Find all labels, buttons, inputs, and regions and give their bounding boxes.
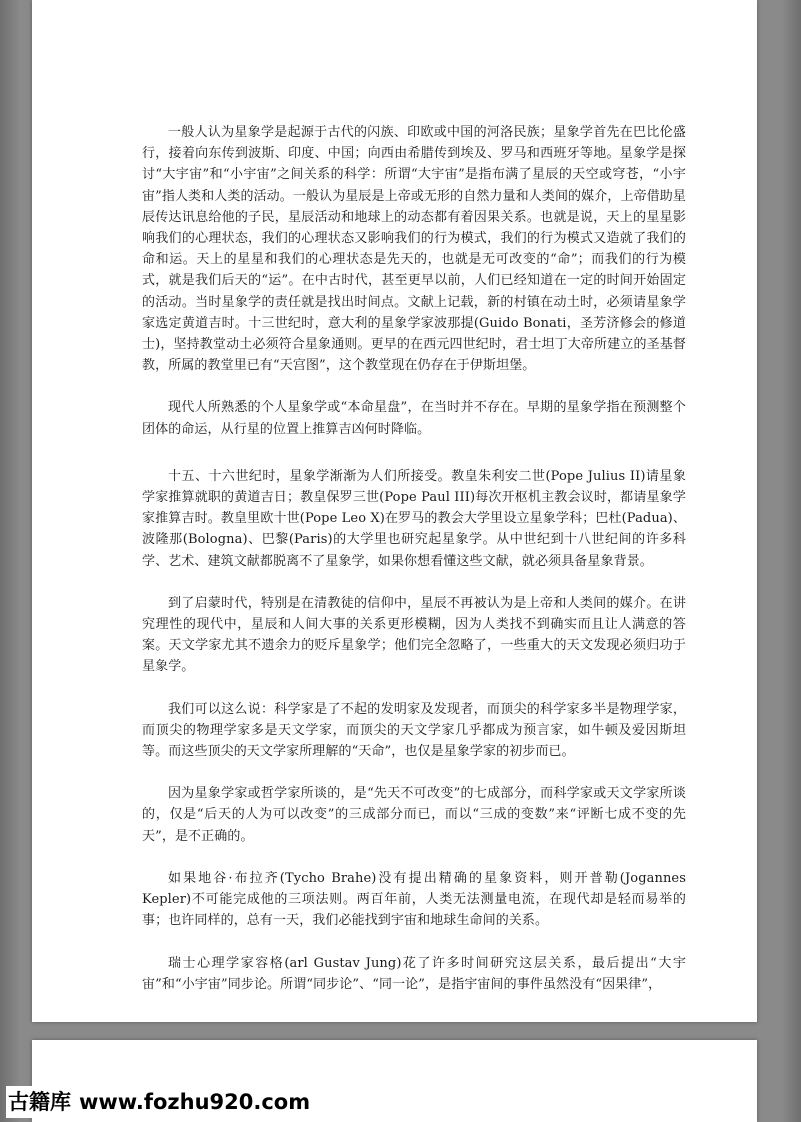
paragraph-tycho-brahe: 如果地谷·布拉齐(Tycho Brahe)没有提出精确的星象资料，则开普勒(Jogannes Kepler)不可能完成他的三项法则。两百年前，人类无法测量电流，在现代却是轻而易举的事；也许同样的，总有一天，我们必能找到宇宙和地球生命间的关系。 [142,870,686,929]
paragraph-popes: 十五、十六世纪时，星象学渐渐为人们所接受。教皇朱利安二世(Pope Julius II)请星象学家推算就职的黄道吉日；教皇保罗三世(Pope Paul III)每次开枢机主教会议时，都请星象学家推算吉时。教皇里欧十世(Pope Leo X)在罗马的教会大学里设立星象学科；巴杜(Padua)、波隆那(Bologna)、巴黎(Paris)的大学里也研究起星象学。从中世纪到十八世纪间的许多科学、艺术、建筑文献都脱离不了星象学，如果你想看懂这些文献，就必须具备星象背景。 [142,468,686,569]
paragraph-jung: 瑞士心理学家容格(arl Gustav Jung)花了许多时间研究这层关系，最后提出“大宇宙”和“小宇宙”同步论。所谓“同步论”、“同一论”，是指宇宙间的事件虽然没有“因果律”， [142,955,686,992]
paragraph-natal-chart: 现代人所熟悉的个人星象学或“本命星盘”，在当时并不存在。早期的星象学指在预测整个团体的命运，从行星的位置上推算吉凶何时降临。 [142,400,686,437]
paragraph-enlightenment: 到了启蒙时代，特别是在清教徒的信仰中，星辰不再被认为是上帝和人类间的媒介。在讲究理性的现代中，星辰和人间大事的关系更形模糊，因为人类找不到确实而且让人满意的答案。天文学家尤其不遗余力的贬斥星象学；他们完全忽略了，一些重大的天文发现必须归功于星象学。 [142,595,686,675]
site-watermark [6,1086,312,1118]
watermark-site-name: 古籍库 [8,1090,71,1114]
paragraph-origin: 一般人认为星象学是起源于古代的闪族、印欧或中国的河洛民族；星象学首先在巴比伦盛行，接着向东传到波斯、印度、中国；向西由希腊传到埃及、罗马和西班牙等地。星象学是探讨“大宇宙”和“小宇宙”之间关系的科学：所谓“大宇宙”是指布满了星辰的天空或穹苍，“小宇宙”指人类和人类的活动。一般认为星辰是上帝或无形的自然力量和人类间的媒介，上帝借助星辰传达讯息给他的子民，星辰活动和地球上的动态都有着因果关系。也就是说，天上的星星影响我们的心理状态，我们的心理状态又影响我们的行为模式，我们的行为模式又造就了我们的命和运。天上的星星和我们的心理状态是先天的，也就是无可改变的“命”；而我们的行为模式，就是我们后天的“运”。在中古时代，甚至更早以前，人们已经知道在一定的时间开始固定的活动。当时星象学的责任就是找出时间点。文献上记载，新的村镇在动土时，必须请星象学家选定黄道吉时。十三世纪时，意大利的星象学家波那提(Guido Bonati，圣芳济修会的修道士)，坚持教堂动土必须符合星象通则。更早的在西元四世纪时，君士坦丁大帝所建立的圣基督教，所属的教堂里已有“天宫图”，这个教堂现在仍存在于伊斯坦堡。 [142,125,686,374]
paragraph-scientists: 我们可以这么说：科学家是了不起的发明家及发现者，而顶尖的科学家多半是物理学家，而顶尖的物理学家多是天文学家，而顶尖的天文学家几乎都成为预言家，如牛顿及爱因斯坦等。而这些顶尖的天文学家所理解的“天命”，也仅是星象学家的初步而已。 [142,701,686,760]
document-page [32,0,757,1022]
page-content [142,122,686,1016]
watermark-url: www.fozhu920.com [79,1090,311,1114]
paragraph-fate: 因为星象学家或哲学家所谈的，是“先天不可改变”的七成部分，而科学家或天文学家所谈的，仅是“后天的人为可以改变”的三成部分而已，而以“三成的变数”来“评断七成不变的先天”，是不正确的。 [142,786,686,844]
